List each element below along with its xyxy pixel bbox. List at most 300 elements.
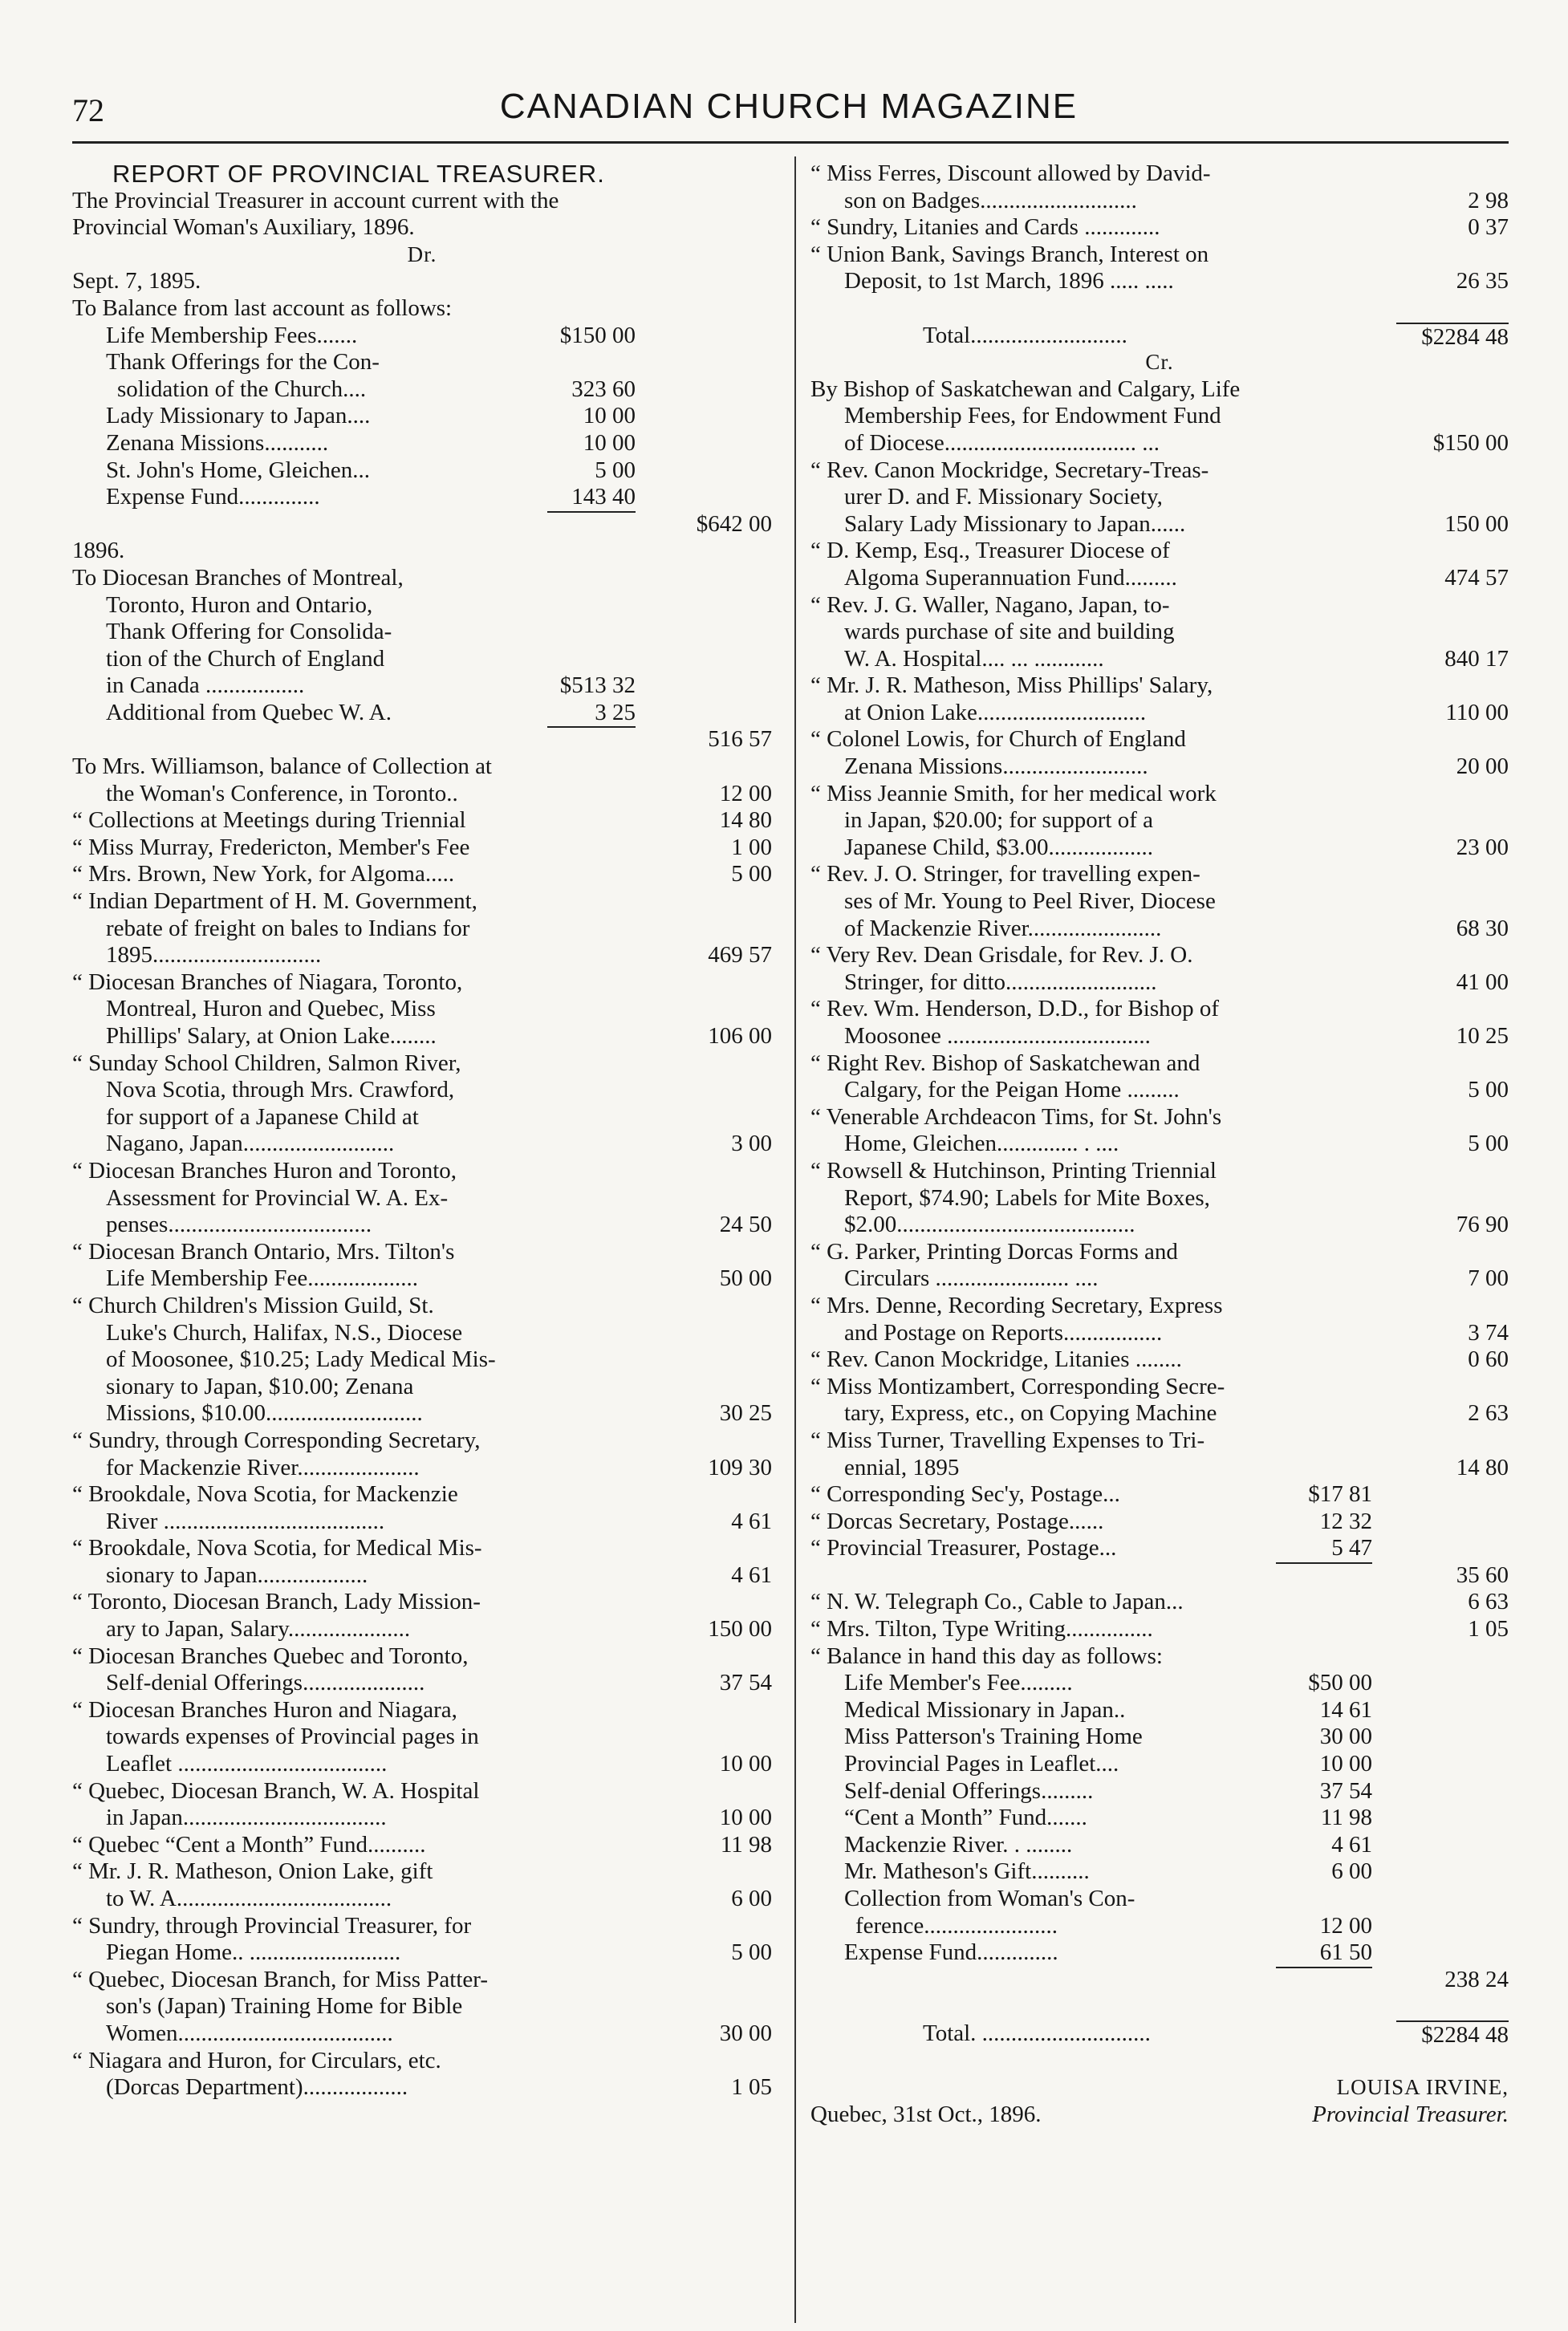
ledger-text: Mr. Matheson's Gift.......... [844, 1858, 1090, 1885]
ledger-subamount: $50 00 [1308, 1670, 1372, 1696]
ledger-line [72, 349, 772, 376]
ledger-text: “ Miss Ferres, Discount allowed by David- [810, 160, 1211, 186]
ledger-text: son on Badges........................... [844, 187, 1137, 213]
ledger-amount: 20 00 [1456, 753, 1509, 780]
ledger-subamount: $17 81 [1308, 1481, 1372, 1508]
ledger-line [72, 268, 772, 295]
ledger-amount: 0 60 [1468, 1346, 1509, 1373]
ledger-line [72, 1265, 772, 1293]
ledger-amount: 41 00 [1456, 969, 1509, 995]
ledger-text: “ Rowsell & Hutchinson, Printing Triennial [810, 1157, 1217, 1184]
ledger-amount: 35 60 [1456, 1561, 1509, 1588]
ledger-line [810, 672, 1509, 700]
ledger-text: sionary to Japan................... [106, 1561, 368, 1588]
ledger-text: penses................................... [106, 1212, 372, 1238]
ledger-amount: 10 00 [719, 1805, 772, 1831]
ledger-text: “ Sundry, through Corresponding Secretary, [72, 1427, 481, 1453]
ledger-text: “ Niagara and Huron, for Circulars, etc. [72, 2047, 441, 2073]
ledger-line [72, 1832, 772, 1859]
ledger-line [72, 1670, 772, 1697]
ledger-text: in Japan, $20.00; for support of a [844, 807, 1153, 834]
ledger-text: “ Rev. Canon Mockridge, Litanies ........ [810, 1346, 1182, 1373]
ledger-line [810, 1643, 1509, 1671]
ledger-line [72, 1697, 772, 1724]
ledger-text: urer D. and F. Missionary Society, [844, 484, 1163, 510]
ledger-amount: 110 00 [1445, 699, 1509, 725]
ledger-line [72, 646, 772, 673]
ledger-text: “ Brookdale, Nova Scotia, for Mackenzie [72, 1481, 458, 1508]
ledger-line [810, 996, 1509, 1023]
ledger-amount: 469 57 [708, 942, 772, 969]
ledger-line [72, 1589, 772, 1616]
ledger-line [810, 1886, 1509, 1913]
ledger-text: “ N. W. Telegraph Co., Cable to Japan... [810, 1589, 1184, 1615]
ledger-text: Life Membership Fee................... [106, 1265, 419, 1292]
ledger-amount: 14 80 [1456, 1454, 1509, 1480]
ledger-text: “ Toronto, Diocesan Branch, Lady Mission- [72, 1589, 481, 1615]
ledger-text: “ Quebec, Diocesan Branch, W. A. Hospital [72, 1777, 480, 1804]
ledger-text: “ Union Bank, Savings Branch, Interest on [810, 241, 1209, 267]
ledger-subamount: 143 40 [571, 484, 636, 510]
ledger-line [810, 1805, 1509, 1832]
ledger-line [810, 1050, 1509, 1078]
ledger-text: ses of Mr. Young to Peel River, Diocese [844, 888, 1216, 915]
ledger-text: 1895............................. [106, 942, 322, 969]
ledger-text: Sept. 7, 1895. [72, 268, 201, 294]
credit-heading: Cr. [1145, 350, 1174, 375]
ledger-text: “ Rev. J. G. Waller, Nagano, Japan, to- [810, 591, 1170, 618]
ledger-line [72, 1104, 772, 1131]
ledger-line [72, 2048, 772, 2075]
ledger-subamount: 30 00 [1319, 1724, 1372, 1750]
ledger-text: tion of the Church of England [106, 645, 385, 672]
ledger-text: “ Provincial Treasurer, Postage... [810, 1535, 1117, 1561]
ledger-line [810, 1320, 1509, 1347]
ledger-line [810, 1670, 1509, 1697]
ledger-text: of Mackenzie River....................... [844, 915, 1162, 941]
ledger-text: W. A. Hospital.... ... ............ [844, 645, 1104, 672]
ledger-line [810, 2020, 1509, 2048]
ledger-line [72, 1346, 772, 1374]
ledger-line [72, 403, 772, 430]
ledger-line [810, 1535, 1509, 1562]
report-intro-line: Provincial Woman's Auxiliary, 1896. [72, 214, 415, 241]
ledger-line [810, 1913, 1509, 1940]
ledger-subamount: 5 00 [595, 457, 636, 483]
ledger-line [810, 160, 1509, 188]
ledger-line [810, 538, 1509, 565]
ledger-text: Assessment for Provincial W. A. Ex- [106, 1184, 449, 1211]
ledger-line [72, 835, 772, 862]
ledger-line [72, 1616, 772, 1643]
ledger-subamount: 5 47 [1331, 1535, 1372, 1561]
ledger-amount: 5 00 [1468, 1131, 1509, 1157]
ledger-line [810, 457, 1509, 485]
ledger-amount: 106 00 [708, 1023, 772, 1049]
ledger-line [810, 511, 1509, 538]
ledger-amount: $2284 48 [1396, 2020, 1509, 2049]
ledger-text: ennial, 1895 [844, 1454, 960, 1480]
ledger-amount: 23 00 [1456, 834, 1509, 860]
ledger-line [810, 619, 1509, 646]
ledger-line [72, 2020, 772, 2048]
ledger-text: Report, $74.90; Labels for Mite Boxes, [844, 1184, 1210, 1211]
ledger-text: at Onion Lake............................. [844, 699, 1147, 725]
ledger-line [810, 1778, 1509, 1805]
ledger-text: Collection from Woman's Con- [844, 1886, 1135, 1911]
ledger-line [72, 1562, 772, 1590]
ledger-line [72, 1374, 772, 1401]
ledger-amount: 4 61 [731, 1561, 772, 1588]
ledger-amount: 10 25 [1456, 1023, 1509, 1049]
ledger-line [72, 538, 772, 565]
ledger-text: “ Indian Department of H. M. Government, [72, 888, 477, 915]
ledger-line [810, 807, 1509, 835]
ledger-line [810, 188, 1509, 215]
signature-line [810, 2102, 1509, 2129]
ledger-line [72, 323, 772, 350]
ledger-text: “ Mr. J. R. Matheson, Miss Phillips' Salary, [810, 672, 1213, 699]
ledger-subamount [547, 511, 636, 513]
ledger-text: Life Membership Fees....... [106, 322, 358, 348]
ledger-text: Japanese Child, $3.00.................. [844, 834, 1154, 860]
ledger-line [72, 376, 772, 404]
ledger-text: River ...................................... [106, 1508, 385, 1534]
ledger-text: “ Miss Murray, Fredericton, Member's Fee [72, 834, 470, 860]
ledger-line [72, 1131, 772, 1158]
ledger-text: Expense Fund.............. [106, 484, 320, 510]
ledger-subamount: 12 32 [1319, 1508, 1372, 1534]
ledger-line [810, 1967, 1509, 1994]
ledger-text: Calgary, for the Peigan Home ......... [844, 1077, 1180, 1103]
ledger-line [810, 646, 1509, 673]
ledger-line [72, 1858, 772, 1886]
ledger-line [810, 1993, 1509, 2020]
ledger-text: “ Miss Montizambert, Corresponding Secre- [810, 1373, 1225, 1399]
ledger-text: rebate of freight on bales to Indians for [106, 915, 470, 941]
ledger-amount: 5 00 [731, 1939, 772, 1966]
ledger-amount: 24 50 [719, 1212, 772, 1238]
ledger-text: “ Corresponding Sec'y, Postage... [810, 1481, 1120, 1508]
ledger-amount: $642 00 [696, 510, 772, 537]
ledger-text: “ Rev. Wm. Henderson, D.D., for Bishop of [810, 996, 1220, 1022]
ledger-text: Stringer, for ditto.......................... [844, 969, 1157, 995]
ledger-text: “Cent a Month” Fund....... [844, 1805, 1087, 1831]
ledger-line [72, 295, 772, 323]
ledger-text: To Diocesan Branches of Montreal, [72, 564, 404, 591]
running-head [72, 87, 1505, 133]
ledger-line [810, 1858, 1509, 1886]
ledger-text: “ Diocesan Branches Quebec and Toronto, [72, 1643, 469, 1669]
ledger-text: “ Colonel Lowis, for Church of England [810, 726, 1186, 753]
ledger-line [810, 700, 1509, 727]
ledger-text: “ Mrs. Denne, Recording Secretary, Express [810, 1292, 1223, 1318]
ledger-text: Leaflet .................................... [106, 1751, 388, 1777]
ledger-text: of Diocese................................. ... [844, 429, 1160, 456]
ledger-text: “ Collections at Meetings during Triennial [72, 807, 466, 834]
ledger-line [72, 888, 772, 916]
ledger-amount: 0 37 [1468, 214, 1509, 241]
ledger-line [810, 726, 1509, 753]
ledger-text: Deposit, to 1st March, 1896 ..... ..... [844, 268, 1174, 294]
ledger-line [72, 484, 772, 511]
ledger-line [810, 1616, 1509, 1643]
ledger-line [810, 565, 1509, 592]
ledger-line [72, 1939, 772, 1967]
ledger-text: “ Very Rev. Dean Grisdale, for Rev. J. O. [810, 942, 1193, 969]
page-number: 72 [72, 92, 104, 128]
ledger-text: Mackenzie River. . ........ [844, 1831, 1073, 1858]
ledger-text: Salary Lady Missionary to Japan...... [844, 510, 1186, 537]
ledger-text: “ Dorcas Secretary, Postage...... [810, 1508, 1104, 1534]
ledger-line [810, 942, 1509, 969]
ledger-text: “ Miss Turner, Travelling Expenses to Tri- [810, 1427, 1205, 1453]
signature-name: LOUISA IRVINE, [1336, 2075, 1509, 2100]
ledger-text: “ Quebec “Cent a Month” Fund.......... [72, 1831, 426, 1858]
ledger-line [72, 1320, 772, 1347]
ledger-amount: 1 05 [1468, 1616, 1509, 1643]
credit-column [810, 160, 1509, 2128]
ledger-text: “ Diocesan Branches Huron and Niagara, [72, 1696, 457, 1723]
ledger-line [72, 1077, 772, 1104]
ledger-text: Total. ............................. [923, 2020, 1151, 2046]
ledger-text: Circulars ....................... .... [844, 1265, 1099, 1292]
ledger-text: Missions, $10.00........................... [106, 1400, 423, 1427]
ledger-text: “ Sunday School Children, Salmon River, [72, 1050, 461, 1076]
ledger-line [72, 942, 772, 969]
ledger-line [810, 781, 1509, 808]
ledger-line [72, 1427, 772, 1455]
ledger-subamount: $513 32 [559, 672, 636, 699]
ledger-line [810, 484, 1509, 511]
ledger-line [72, 672, 772, 700]
ledger-line [72, 511, 772, 538]
ledger-line [810, 888, 1509, 916]
ledger-amount: 516 57 [708, 726, 772, 753]
ledger-text: Zenana Missions........... [106, 429, 329, 456]
ledger-amount: 30 00 [719, 2020, 772, 2046]
ledger-text: St. John's Home, Gleichen... [106, 457, 371, 483]
ledger-line [72, 1185, 772, 1212]
ledger-text: Phillips' Salary, at Onion Lake........ [106, 1023, 437, 1049]
ledger-text: Montreal, Huron and Quebec, Miss [106, 996, 436, 1022]
ledger-text: “ Balance in hand this day as follows: [810, 1643, 1163, 1669]
ledger-line [72, 1509, 772, 1536]
ledger-amount: 2 63 [1468, 1400, 1509, 1427]
ledger-amount: 150 00 [1444, 510, 1509, 537]
ledger-amount: 76 90 [1456, 1212, 1509, 1238]
ledger-text: “ Brookdale, Nova Scotia, for Medical Mis- [72, 1535, 482, 1561]
ledger-amount: 7 00 [1468, 1265, 1509, 1292]
ledger-text: Home, Gleichen.............. . .... [844, 1131, 1119, 1157]
ledger-line [810, 2048, 1509, 2075]
ledger-amount: 4 61 [731, 1508, 772, 1534]
ledger-text: to W. A..................................... [106, 1886, 392, 1911]
ledger-subamount: $150 00 [559, 322, 636, 348]
ledger-line [72, 1778, 772, 1805]
ledger-line [72, 1481, 772, 1509]
ledger-text: “ Diocesan Branches Huron and Toronto, [72, 1157, 457, 1184]
ledger-subamount: 6 00 [1331, 1858, 1372, 1885]
ledger-text: Expense Fund.............. [844, 1939, 1058, 1966]
ledger-line [72, 1050, 772, 1078]
ledger-text: for Mackenzie River..................... [106, 1454, 420, 1480]
ledger-line [810, 1104, 1509, 1131]
ledger-text: “ Rev. J. O. Stringer, for travelling expen- [810, 861, 1200, 887]
ledger-text: Thank Offerings for the Con- [106, 349, 380, 376]
ledger-text: Life Member's Fee......... [844, 1670, 1073, 1696]
ledger-amount: 6 00 [731, 1886, 772, 1911]
ledger-amount: 30 25 [719, 1400, 772, 1427]
ledger-line [810, 753, 1509, 781]
ledger-text: the Woman's Conference, in Toronto.. [106, 780, 458, 806]
ledger-text: “ Right Rev. Bishop of Saskatchewan and [810, 1050, 1200, 1076]
ledger-text: To Balance from last account as follows: [72, 294, 453, 321]
column-divider [794, 156, 796, 2323]
ledger-text: for support of a Japanese Child at [106, 1103, 419, 1130]
ledger-line [810, 1939, 1509, 1967]
ledger-line [810, 1293, 1509, 1320]
ledger-subamount [1276, 1562, 1372, 1564]
ledger-line [72, 619, 772, 646]
ledger-line [810, 323, 1509, 350]
ledger-line [810, 1481, 1509, 1509]
ledger-line [810, 1374, 1509, 1401]
ledger-line [72, 457, 772, 485]
ledger-text: Self-denial Offerings..................... [106, 1670, 425, 1696]
ledger-subamount [547, 726, 636, 728]
ledger-text: By Bishop of Saskatchewan and Calgary, Life [810, 376, 1241, 402]
ledger-text: Women..................................... [106, 2020, 393, 2046]
ledger-text: Medical Missionary in Japan.. [844, 1696, 1126, 1723]
ledger-line [810, 1589, 1509, 1616]
ledger-line [810, 1131, 1509, 1158]
signature-role: Provincial Treasurer. [1312, 2101, 1509, 2127]
ledger-subamount [1276, 1967, 1372, 1968]
signature-place-date: Quebec, 31st Oct., 1896. [810, 2101, 1042, 2127]
report-intro-line: The Provincial Treasurer in account current with the [72, 187, 559, 213]
ledger-line [810, 1427, 1509, 1455]
ledger-text: Toronto, Huron and Ontario, [106, 591, 373, 618]
ledger-amount: 11 98 [720, 1831, 772, 1858]
ledger-amount: 12 00 [719, 780, 772, 806]
ledger-text: in Canada ................. [106, 672, 305, 699]
ledger-line [72, 1913, 772, 1940]
ledger-line [72, 996, 772, 1023]
ledger-amount: 26 35 [1456, 268, 1509, 294]
ledger-line [810, 1023, 1509, 1050]
ledger-line [810, 1509, 1509, 1536]
ledger-line [72, 969, 772, 997]
ledger-text: “ Sundry, Litanies and Cards ............. [810, 214, 1160, 241]
ledger-line [72, 1023, 772, 1050]
ledger-text: “ Venerable Archdeacon Tims, for St. John's [810, 1103, 1222, 1130]
ledger-amount: 238 24 [1444, 1966, 1509, 1992]
ledger-line [72, 1239, 772, 1266]
ledger-subamount: 12 00 [1319, 1912, 1372, 1939]
ledger-text: “ Mr. J. R. Matheson, Onion Lake, gift [72, 1858, 433, 1885]
ledger-line [810, 835, 1509, 862]
ledger-text: Total........................... [923, 322, 1127, 348]
ledger-amount: 6 63 [1468, 1589, 1509, 1615]
ledger-line [72, 1751, 772, 1778]
ledger-line [810, 242, 1509, 269]
ledger-line [810, 969, 1509, 997]
ledger-amount: 3 74 [1468, 1319, 1509, 1346]
ledger-amount: 3 00 [731, 1131, 772, 1157]
ledger-amount: 840 17 [1444, 645, 1509, 672]
ledger-amount: 5 00 [1468, 1077, 1509, 1103]
ledger-text: “ Quebec, Diocesan Branch, for Miss Patter- [72, 1966, 489, 1992]
ledger-line [810, 214, 1509, 242]
ledger-amount: 2 98 [1468, 187, 1509, 213]
ledger-subamount: 10 00 [583, 429, 636, 456]
ledger-line [72, 1805, 772, 1832]
ledger-line [72, 807, 772, 835]
ledger-line [72, 1967, 772, 1994]
ledger-line [72, 1993, 772, 2020]
ledger-text: ference....................... [855, 1912, 1058, 1939]
ledger-text: Additional from Quebec W. A. [106, 699, 392, 725]
ledger-text: To Mrs. Williamson, balance of Collection at [72, 753, 492, 780]
ledger-line [810, 1724, 1509, 1751]
ledger-line [72, 1886, 772, 1913]
ledger-text: (Dorcas Department).................. [106, 2074, 408, 2101]
ledger-line [810, 1697, 1509, 1724]
debit-heading: Dr. [407, 242, 437, 266]
ledger-amount: 474 57 [1444, 564, 1509, 591]
ledger-text: “ Diocesan Branches of Niagara, Toronto, [72, 969, 463, 995]
ledger-amount: 150 00 [708, 1616, 772, 1643]
ledger-line [810, 1265, 1509, 1293]
ledger-line [72, 1455, 772, 1482]
ledger-text: “ Mrs. Tilton, Type Writing............... [810, 1616, 1153, 1643]
ledger-line [72, 753, 772, 781]
header-rule [72, 141, 1509, 144]
ledger-line [72, 861, 772, 888]
ledger-text: “ D. Kemp, Esq., Treasurer Diocese of [810, 538, 1170, 564]
ledger-text: “ Church Children's Mission Guild, St. [72, 1292, 434, 1318]
ledger-line [810, 1832, 1509, 1859]
ledger-line [810, 1455, 1509, 1482]
ledger-text: “ Diocesan Branch Ontario, Mrs. Tilton's [72, 1238, 455, 1265]
ledger-line [810, 376, 1509, 404]
ledger-subamount: 4 61 [1331, 1831, 1372, 1858]
ledger-text: solidation of the Church.... [117, 376, 367, 402]
ledger-text: Thank Offering for Consolida- [106, 619, 392, 645]
ledger-subamount: 3 25 [595, 699, 636, 725]
ledger-line [72, 565, 772, 592]
ledger-subamount: 11 98 [1320, 1805, 1372, 1831]
ledger-amount: 1 00 [731, 834, 772, 860]
ledger-text: “ G. Parker, Printing Dorcas Forms and [810, 1238, 1178, 1265]
ledger-subamount: 14 61 [1319, 1696, 1372, 1723]
ledger-line [810, 1400, 1509, 1427]
ledger-amount: 1 05 [731, 2074, 772, 2101]
ledger-line [810, 430, 1509, 457]
ledger-subamount: 10 00 [1319, 1751, 1372, 1777]
ledger-amount: 109 30 [708, 1454, 772, 1480]
ledger-text: Lady Missionary to Japan.... [106, 403, 371, 429]
ledger-line [810, 1346, 1509, 1374]
report-title: REPORT OF PROVINCIAL TREASURER. [112, 160, 605, 188]
ledger-text: “ Miss Jeannie Smith, for her medical work [810, 780, 1217, 806]
ledger-line [810, 1562, 1509, 1590]
ledger-line [810, 295, 1509, 323]
ledger-line [72, 592, 772, 619]
ledger-text: $2.00......................................... [844, 1212, 1135, 1238]
ledger-text: sionary to Japan, $10.00; Zenana [106, 1373, 414, 1399]
